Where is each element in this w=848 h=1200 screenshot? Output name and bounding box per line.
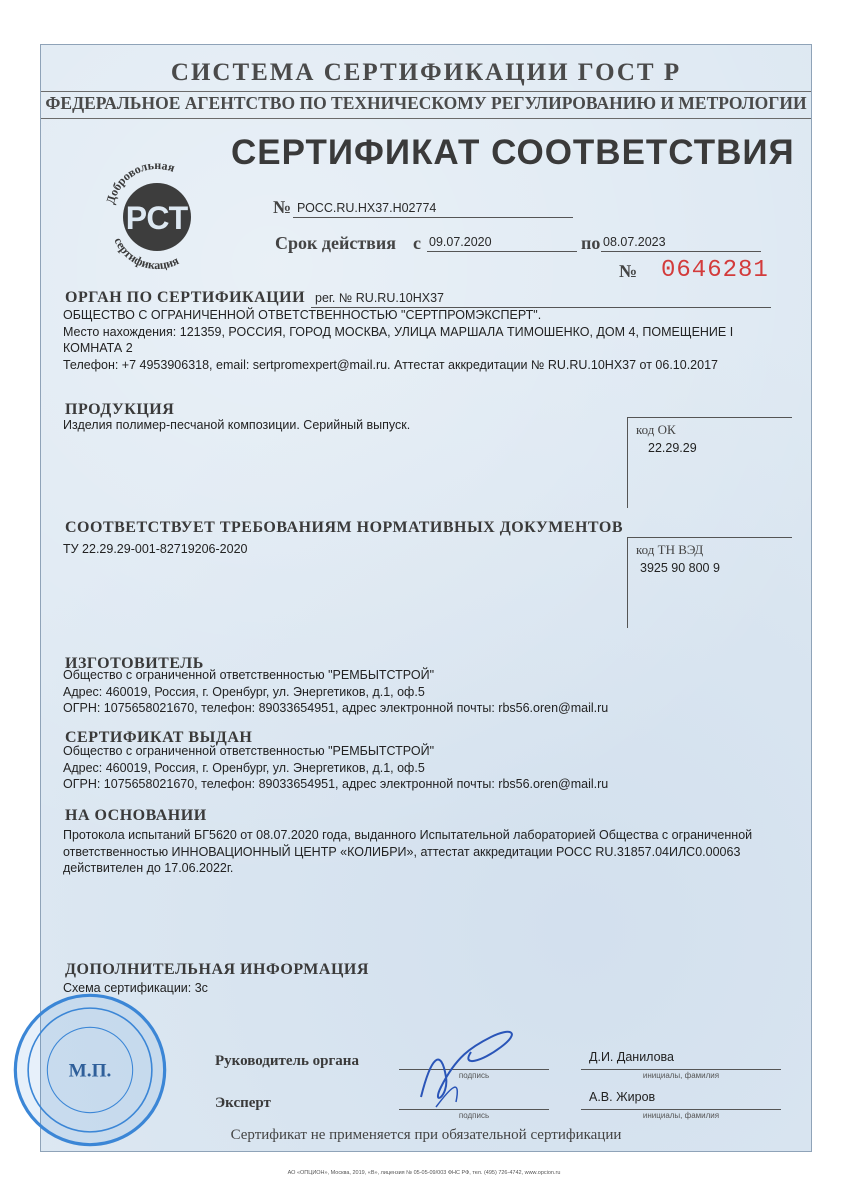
validity-to-label: по xyxy=(581,233,601,253)
okp-code: 22.29.29 xyxy=(648,441,697,455)
head-label: Руководитель органа xyxy=(215,1053,359,1069)
expert-sign-caption: подпись xyxy=(458,1111,490,1120)
gost-r-logo-icon xyxy=(101,145,211,275)
head-name-line xyxy=(581,1069,781,1070)
issued-contacts: ОГРН: 1075658021670, телефон: 89033654951, адрес электронной почты: rbs56.oren@mail.ru xyxy=(63,777,609,791)
organ-heading: ОРГАН ПО СЕРТИФИКАЦИИ xyxy=(65,289,306,306)
from-underline xyxy=(427,251,577,252)
header-divider xyxy=(41,91,811,92)
svg-text:сертификация: сертификация xyxy=(111,235,181,273)
expert-name: А.В. Жиров xyxy=(589,1090,656,1104)
basis-line: действителен до 17.06.2022г. xyxy=(63,861,234,875)
okp-code-box xyxy=(627,417,792,508)
manufacturer-heading: ИЗГОТОВИТЕЛЬ xyxy=(65,655,204,672)
organ-contacts: Телефон: +7 4953906318, email: sertpromexpert@mail.ru. Аттестат аккредитации № RU.RU.10НХ37 от 06.10.2017 xyxy=(63,357,718,372)
conformity-text: ТУ 22.29.29-001-82719206-2020 xyxy=(63,542,248,556)
certificate-title: СЕРТИФИКАТ СООТВЕТСТВИЯ xyxy=(231,133,795,172)
head-name-caption: инициалы, фамилия xyxy=(642,1071,720,1080)
manufacturer-details xyxy=(63,667,803,717)
manufacturer-name: Общество с ограниченной ответственностью "РЕМБЫТСТРОЙ" xyxy=(63,668,435,682)
header-divider xyxy=(41,118,811,119)
manufacturer-address: Адрес: 460019, Россия, г. Оренбург, ул. Энергетиков, д.1, оф.5 xyxy=(63,684,425,699)
organ-address: Место нахождения: 121359, РОССИЯ, ГОРОД МОСКВА, УЛИЦА МАРШАЛА ТИМОШЕНКО, ДОМ 4, ПОМЕЩЕНИЕ I xyxy=(63,324,734,339)
print-info: АО «ОПЦИОН», Москва, 2019, «В», лицензия № 05-05-09/003 ФНС РФ, тел. (495) 726-4742, www.opcion.ru xyxy=(287,1170,561,1176)
expert-label: Эксперт xyxy=(215,1095,271,1111)
expert-name-line xyxy=(581,1109,781,1110)
okp-code-label: код ОК xyxy=(636,422,676,437)
organ-details xyxy=(63,307,803,373)
number-label: № xyxy=(273,197,292,217)
tnved-code-label: код ТН ВЭД xyxy=(636,542,704,557)
organ-reg: рег. № RU.RU.10НХ37 xyxy=(315,291,444,305)
organ-address-cont: КОМНАТА 2 xyxy=(63,341,133,355)
validity-to-date: 08.07.2023 xyxy=(603,235,666,249)
svg-text:М.П.: М.П. xyxy=(68,1060,112,1082)
additional-text: Схема сертификации: 3с xyxy=(63,981,208,995)
product-heading: ПРОДУКЦИЯ xyxy=(65,401,175,418)
product-text: Изделия полимер-песчаной композиции. Серийный выпуск. xyxy=(63,418,411,432)
basis-heading: НА ОСНОВАНИИ xyxy=(65,807,207,824)
tnved-code-box xyxy=(627,537,792,628)
basis-details xyxy=(63,827,808,877)
organ-name: ОБЩЕСТВО С ОГРАНИЧЕННОЙ ОТВЕТСТВЕННОСТЬЮ "СЕРТПРОМЭКСПЕРТ". xyxy=(63,308,542,322)
tnved-code: 3925 90 800 9 xyxy=(640,561,720,575)
head-sign-caption: подпись xyxy=(458,1071,490,1080)
basis-line: ответственностью ИННОВАЦИОННЫЙ ЦЕНТР «КОЛИБРИ», аттестат аккредитации РОСС RU.31857.04ИЛС0.00063 xyxy=(63,844,741,859)
svg-text:Добровольная: Добровольная xyxy=(103,157,177,206)
serial-number: 0646281 xyxy=(661,257,769,284)
certificate-sheet xyxy=(40,44,812,1152)
expert-name-caption: инициалы, фамилия xyxy=(642,1111,720,1120)
signature-icon xyxy=(401,1017,541,1117)
validity-from-label: с xyxy=(413,233,421,253)
agency-title: ФЕДЕРАЛЬНОЕ АГЕНТСТВО ПО ТЕХНИЧЕСКОМУ РЕГУЛИРОВАНИЮ И МЕТРОЛОГИИ xyxy=(45,93,807,113)
system-title: СИСТЕМА СЕРТИФИКАЦИИ ГОСТ Р xyxy=(170,59,682,86)
issued-heading: СЕРТИФИКАТ ВЫДАН xyxy=(65,729,253,746)
to-underline xyxy=(601,251,761,252)
footer-note: Сертификат не применяется при обязательной сертификации xyxy=(230,1127,622,1143)
conformity-heading: СООТВЕТСТВУЕТ ТРЕБОВАНИЯМ НОРМАТИВНЫХ ДОКУМЕНТОВ xyxy=(65,519,623,536)
serial-label: № xyxy=(619,261,638,281)
basis-line: Протокола испытаний БГ5620 от 08.07.2020 года, выданного Испытательной лабораторией Общества с ограниченной xyxy=(63,828,753,842)
certificate-number: РОСС.RU.НХ37.Н02774 xyxy=(297,201,437,215)
additional-heading: ДОПОЛНИТЕЛЬНАЯ ИНФОРМАЦИЯ xyxy=(65,961,369,978)
validity-label: Срок действия xyxy=(275,233,397,253)
svg-text:РСТ: РСТ xyxy=(125,200,189,236)
stamp-icon xyxy=(10,990,170,1150)
manufacturer-contacts: ОГРН: 1075658021670, телефон: 89033654951, адрес электронной почты: rbs56.oren@mail.ru xyxy=(63,701,609,715)
number-underline xyxy=(293,217,573,218)
validity-from-date: 09.07.2020 xyxy=(429,235,492,249)
head-name: Д.И. Данилова xyxy=(589,1050,675,1064)
issued-address: Адрес: 460019, Россия, г. Оренбург, ул. Энергетиков, д.1, оф.5 xyxy=(63,760,425,775)
issued-name: Общество с ограниченной ответственностью "РЕМБЫТСТРОЙ" xyxy=(63,744,435,758)
issued-details xyxy=(63,743,803,793)
